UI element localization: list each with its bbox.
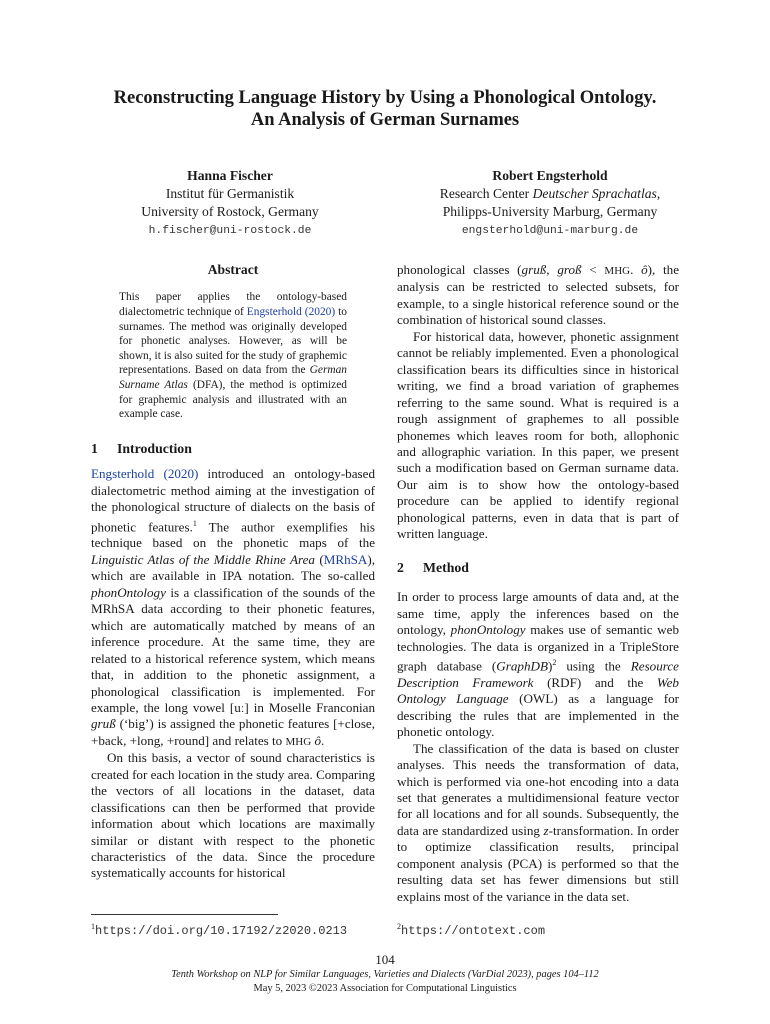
author-block-2 <box>400 167 700 240</box>
abstract-heading: Abstract <box>207 262 259 277</box>
intro-paragraph-3: For historical data, however, phonetic assignment cannot be reliably implemented. Even a phonological classification bears its difficulties since in historical writing, we find a broad variation of graphemes referring to the same sound. What is required is a rough assignment of graphemes to all possible phonemes which leaves room for both, allophonic and allographic variation. In this paper, we present such a modification based on German surname data. Our aim is to show how the ontology-based procedure can be applied to identify regional phonological patterns, even in data that is part of written language. <box>397 328 679 542</box>
footnote-marker[interactable]: 1 <box>192 518 197 528</box>
author-affiliation: Institut für Germanistik <box>165 186 295 201</box>
author-affiliation: Research Center Deutscher Sprachatlas, <box>439 186 661 201</box>
intro-paragraph-continued: phonological classes (gruß, groß < MHG. ô), the analysis can be restricted to selected subsets, for example, to a single historical reference sound or the combination of historical sound classes. <box>397 262 680 328</box>
author-block-1 <box>95 167 365 240</box>
page-number: 104 <box>375 952 395 967</box>
footnote-marker[interactable]: 2 <box>552 657 557 667</box>
right-column <box>397 262 679 905</box>
author-email[interactable]: engsterhold@uni-marburg.de <box>461 225 639 237</box>
author-name: Hanna Fischer <box>187 168 273 183</box>
intro-paragraph-1: Engsterhold (2020) introduced an ontology-based dialectometric method aiming at the investigation of the phonological structure of dialects on the basis of phonetic features.$^1$ The author exemplifies his technique based on the phonetic maps of the Linguistic Atlas of the Middle Rhine Area (MRhSA), which are available in IPA notation. The so-called phonOntology is a classification of the sounds of the MRhSA data according to their phonetic features, which are automatically matched by means of an inference procedure. At the same time, they are related to a historical reference system, which means that, in addition to the phonetic assignment, a phonological classification is implemented. For example, the long vowel [uː] in Moselle Franconian gruß (‘big’) is assigned the phonetic features [+close, +back, +long, +round] and relates to MHG ô. <box>91 466 375 748</box>
proceedings-footer <box>0 968 770 996</box>
author-affiliation: University of Rostock, Germany <box>141 204 319 219</box>
footer-copyright: May 5, 2023 ©2023 Association for Computational Linguistics <box>253 983 517 994</box>
paper-title <box>60 87 710 131</box>
footnote-2: $^2$https://ontotext.com <box>397 922 546 938</box>
method-paragraph-1: In order to process large amounts of data and, at the same time, apply the inferences based on the ontology, phonOntology makes use of semantic web technologies. The data is organized in a TripleStore graph database (GraphDB)$^2$ using the Resource Description Framework (RDF) and the Web Ontology Language (OWL) as a language for describing the rules that are implemented in the phonetic ontology. <box>397 589 679 740</box>
title-line-2: An Analysis of German Surnames <box>250 110 520 130</box>
author-affiliation: Philipps-University Marburg, Germany <box>442 204 658 219</box>
title-line-1: Reconstructing Language History by Using a Phonological Ontology. <box>113 88 657 108</box>
method-paragraph-2: The classification of the data is based on cluster analyses. This needs the transformation of data, which is performed via one-hot encoding into a data set that generates a multidimensional feature vector for all locations and for all sounds. Subsequently, the data are standardized using z-transformation. In order to optimize classification results, principal component analysis (PCA) is performed so that the resulting data set has fewer dimensions but still explains most of the variance in the data set. <box>397 740 679 904</box>
citation-link[interactable]: MRhSA <box>323 551 368 567</box>
footnote-url[interactable]: https://doi.org/10.17192/z2020.0213 <box>95 924 348 938</box>
author-email[interactable]: h.fischer@uni-rostock.de <box>148 225 312 237</box>
footer-venue: Tenth Workshop on NLP for Similar Languages, Varieties and Dialects (VarDial 2023), pages 104–112 <box>171 969 599 980</box>
footnote-url[interactable]: https://ontotext.com <box>401 924 546 938</box>
footnote-1: $^1$https://doi.org/10.17192/z2020.0213 <box>91 922 348 938</box>
citation-link[interactable]: Engsterhold (2020) <box>246 306 336 319</box>
abstract-text: This paper applies the ontology-based dialectometric technique of Engsterhold (2020) to surnames. The method was originally developed for phonetic analyses. However, as will be shown, it is also suited for the study of graphemic representations. Based on data from the German Surname Atlas (DFA), the method is optimized for graphemic analysis and illustrated with an example case. <box>119 291 347 421</box>
left-column <box>91 262 375 882</box>
author-name: Robert Engsterhold <box>492 168 608 183</box>
section-heading-method: 2 Method <box>397 559 469 575</box>
intro-paragraph-2: On this basis, a vector of sound characteristics is created for each location in the study area. Comparing the vectors of all locations in the dataset, data classifications can then be performed that provide information about which locations are maximally similar or distant with respect to the phonetic characteristics of the data. Since the procedure systematically accounts for historical <box>91 750 375 881</box>
footnote-rule <box>91 914 278 915</box>
citation-link[interactable]: Engsterhold (2020) <box>91 466 199 482</box>
section-heading-introduction: 1 Introduction <box>91 440 192 456</box>
